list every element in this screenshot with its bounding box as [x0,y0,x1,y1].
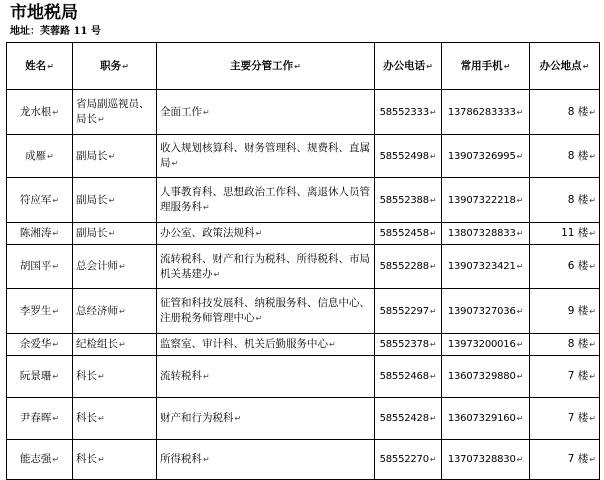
cell-duties: 流转税科↵ [157,356,375,398]
cell-office-location: 6 楼↵ [530,245,600,289]
table-row [7,90,600,135]
paragraph-mark-icon: ↵ [589,414,596,423]
cell-duties: 收入规划核算科、财务管理科、规费科、直属局↵ [157,135,375,178]
paragraph-mark-icon: ↵ [98,414,105,423]
paragraph-mark-icon: ↵ [516,455,524,464]
table-row [7,440,600,480]
cell-name: 符应军↵ [7,178,73,223]
paragraph-mark-icon: ↵ [171,159,179,168]
header-position: 职务↵ [73,43,157,90]
paragraph-mark-icon: ↵ [429,107,437,117]
paragraph-mark-icon: ↵ [516,107,524,117]
cell-name: 龙水根↵ [7,90,73,135]
cell-duties: 征管和科技发展科、纳税服务科、信息中心、注册税务师管理中心↵ [157,289,375,334]
paragraph-mark-icon: ↵ [589,229,596,238]
paragraph-mark-icon: ↵ [255,229,263,238]
paragraph-mark-icon: ↵ [108,195,116,205]
cell-position: 科长↵ [73,440,157,480]
paragraph-mark-icon: ↵ [52,372,60,381]
cell-name: 能志强↵ [7,440,73,480]
paragraph-mark-icon: ↵ [429,306,437,316]
cell-office-phone: 58552458↵ [375,223,442,245]
cell-office-location: 7 楼↵ [530,356,600,398]
cell-position: 省局副巡视员、局长↵ [73,90,157,135]
cell-name: 李罗生↵ [7,289,73,334]
cell-mobile: 13786283333↵ [442,90,530,135]
paragraph-mark-icon: ↵ [52,262,60,271]
cell-duties: 财产和行为税科↵ [157,398,375,440]
cell-office-location: 8 楼↵ [530,90,600,135]
paragraph-mark-icon: ↵ [516,414,524,423]
cell-mobile: 13607329880↵ [442,356,530,398]
paragraph-mark-icon: ↵ [589,107,596,117]
paragraph-mark-icon: ↵ [582,61,590,71]
table-row [7,223,600,245]
paragraph-mark-icon: ↵ [429,414,437,423]
paragraph-mark-icon: ↵ [589,306,596,316]
paragraph-mark-icon: ↵ [119,306,126,316]
paragraph-mark-icon: ↵ [52,414,60,423]
paragraph-mark-icon: ↵ [516,372,524,381]
table-row [7,398,600,440]
cell-mobile: 13607329160↵ [442,398,530,440]
cell-office-phone: 58552498↵ [375,135,442,178]
cell-position: 副局长↵ [73,223,157,245]
paragraph-mark-icon: ↵ [52,306,60,316]
cell-position: 科长↵ [73,398,157,440]
cell-duties: 流转税科、财产和行为税科、所得税科、市局机关基建办↵ [157,245,375,289]
paragraph-mark-icon: ↵ [589,455,596,464]
paragraph-mark-icon: ↵ [429,151,437,161]
cell-office-location: 11 楼↵ [530,223,600,245]
paragraph-mark-icon: ↵ [589,340,596,349]
cell-name: 阮景珊↵ [7,356,73,398]
paragraph-mark-icon: ↵ [203,203,210,212]
table-row [7,356,600,398]
paragraph-mark-icon: ↵ [52,195,60,205]
paragraph-mark-icon: ↵ [98,372,105,381]
paragraph-mark-icon: ↵ [516,340,524,349]
paragraph-mark-icon: ↵ [47,61,54,71]
paragraph-mark-icon: ↵ [429,195,437,205]
address-line: 地址：芙蓉路 11 号 [10,26,101,37]
cell-mobile: 13907327036↵ [442,289,530,334]
cell-duties: 人事教育科、思想政治工作科、离退休人员管理服务科↵ [157,178,375,223]
cell-mobile: 13807328833↵ [442,223,530,245]
cell-name: 陈湘涛↵ [7,223,73,245]
cell-name: 成雁↵ [7,135,73,178]
paragraph-mark-icon: ↵ [108,229,116,238]
paragraph-mark-icon: ↵ [516,306,524,316]
paragraph-mark-icon: ↵ [516,151,524,161]
paragraph-mark-icon: ↵ [429,340,437,349]
paragraph-mark-icon: ↵ [52,455,60,464]
cell-office-phone: 58552288↵ [375,245,442,289]
paragraph-mark-icon: ↵ [516,229,524,238]
table-row [7,245,600,289]
cell-office-phone: 58552468↵ [375,356,442,398]
paragraph-mark-icon: ↵ [589,195,596,205]
cell-name: 尹春晖↵ [7,398,73,440]
paragraph-mark-icon: ↵ [122,61,129,71]
cell-office-location: 9 楼↵ [530,289,600,334]
cell-duties: 监察室、审计科、机关后勤服务中心↵ [157,334,375,356]
cell-name: 胡国平↵ [7,245,73,289]
header-name: 姓名↵ [7,43,73,90]
page-title: 市地税局 [10,3,78,23]
paragraph-mark-icon: ↵ [516,195,524,205]
cell-position: 副局长↵ [73,178,157,223]
cell-position: 总经济师↵ [73,289,157,334]
paragraph-mark-icon: ↵ [213,269,221,279]
table-header-row [7,43,600,90]
paragraph-mark-icon: ↵ [52,340,60,349]
cell-office-location: 8 楼↵ [530,135,600,178]
cell-office-phone: 58552333↵ [375,90,442,135]
cell-duties: 所得税科↵ [157,440,375,480]
table-row [7,178,600,223]
cell-mobile: 13907323421↵ [442,245,530,289]
cell-mobile: 13973200016↵ [442,334,530,356]
cell-office-phone: 58552388↵ [375,178,442,223]
paragraph-mark-icon: ↵ [516,262,524,271]
cell-position: 总会计师↵ [73,245,157,289]
paragraph-mark-icon: ↵ [503,61,511,71]
cell-office-location: 7 楼↵ [530,398,600,440]
paragraph-mark-icon: ↵ [203,372,210,381]
paragraph-mark-icon: ↵ [119,262,126,271]
paragraph-mark-icon: ↵ [234,414,242,423]
paragraph-mark-icon: ↵ [426,61,433,71]
cell-mobile: 13707328830↵ [442,440,530,480]
cell-office-phone: 58552428↵ [375,398,442,440]
paragraph-mark-icon: ↵ [119,340,126,349]
cell-office-phone: 58552270↵ [375,440,442,480]
paragraph-mark-icon: ↵ [255,314,263,323]
paragraph-mark-icon: ↵ [589,151,596,161]
paragraph-mark-icon: ↵ [329,340,336,349]
cell-duties: 办公室、政策法规科↵ [157,223,375,245]
staff-directory-table [6,42,600,480]
paragraph-mark-icon: ↵ [98,455,105,464]
paragraph-mark-icon: ↵ [429,262,437,271]
header-mobile: 常用手机↵ [442,43,530,90]
header-office-phone: 办公电话↵ [375,43,442,90]
cell-mobile: 13907326995↵ [442,135,530,178]
cell-office-phone: 58552378↵ [375,334,442,356]
paragraph-mark-icon: ↵ [429,455,437,464]
cell-position: 副局长↵ [73,135,157,178]
paragraph-mark-icon: ↵ [47,151,54,161]
paragraph-mark-icon: ↵ [98,115,105,124]
paragraph-mark-icon: ↵ [429,229,437,238]
cell-office-location: 8 楼↵ [530,334,600,356]
paragraph-mark-icon: ↵ [203,107,210,117]
cell-position: 科长↵ [73,356,157,398]
paragraph-mark-icon: ↵ [589,262,596,271]
cell-office-location: 8 楼↵ [530,178,600,223]
paragraph-mark-icon: ↵ [429,372,437,381]
paragraph-mark-icon: ↵ [108,151,116,161]
cell-duties: 全面工作↵ [157,90,375,135]
header-duties: 主要分管工作↵ [157,43,375,90]
cell-position: 纪检组长↵ [73,334,157,356]
cell-mobile: 13907322218↵ [442,178,530,223]
paragraph-mark-icon: ↵ [52,107,60,117]
table-row [7,135,600,178]
cell-name: 余爱华↵ [7,334,73,356]
paragraph-mark-icon: ↵ [589,372,596,381]
cell-office-phone: 58552297↵ [375,289,442,334]
paragraph-mark-icon: ↵ [52,229,60,238]
paragraph-mark-icon: ↵ [294,61,301,71]
header-office-location: 办公地点↵ [530,43,600,90]
cell-office-location: 7 楼↵ [530,440,600,480]
paragraph-mark-icon: ↵ [203,455,210,464]
table-row [7,334,600,356]
table-row [7,289,600,334]
